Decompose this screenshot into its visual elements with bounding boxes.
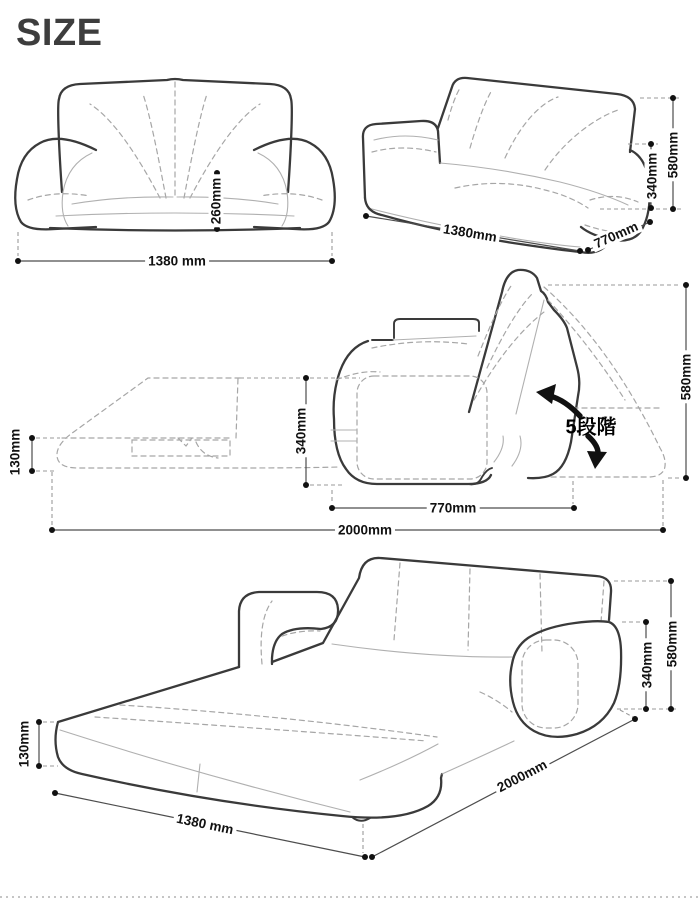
figure-sofa-bed — [36, 558, 676, 860]
dim-label-depth-persp: 770mm — [589, 217, 643, 252]
recline-positions-projection — [544, 287, 665, 477]
bed-fold-seams — [95, 692, 512, 741]
persp-base-line — [365, 198, 611, 253]
dim-label-length-bed: 2000mm — [492, 755, 552, 796]
recline-leg-slot — [331, 430, 521, 466]
front-left-arm-seam — [28, 194, 90, 200]
recline-arrow-down-head-icon — [587, 451, 607, 469]
extension-lines-front — [18, 232, 332, 256]
page-title: SIZE — [16, 12, 103, 54]
recline-steps-annotation: 5段階 — [565, 416, 617, 439]
dim-label-back-height-persp: 340mm — [645, 150, 660, 203]
dim-label-seat-height-front: 260mm — [209, 175, 224, 228]
dim-label-seat-height-recline: 340mm — [294, 405, 309, 458]
recline-backrest-edge — [516, 300, 544, 414]
bed-right-edge — [442, 741, 514, 774]
persp-left-arm-seam — [372, 148, 436, 152]
bed-backrest — [272, 558, 611, 662]
dim-label-depth-recline: 770mm — [427, 501, 480, 516]
bed-right-arm-cushion — [522, 640, 578, 728]
recline-backrest — [469, 270, 579, 478]
figure-sofa-front — [15, 79, 335, 264]
dim-label-width-bed: 1380 mm — [172, 810, 238, 838]
bed-creases — [60, 730, 438, 812]
dim-dots-recline — [29, 282, 689, 533]
recline-arm-cushion — [357, 376, 487, 479]
dim-label-total-height-bed: 580mm — [665, 618, 680, 671]
dim-label-mattress-bed: 130mm — [17, 718, 32, 771]
dim-label-arm-height-bed: 340mm — [640, 639, 655, 692]
extension-lines-recline — [36, 285, 681, 526]
front-seat-top-line — [56, 197, 294, 216]
dim-label-width-front: 1380 mm — [145, 254, 209, 269]
front-right-arm-seam — [260, 194, 322, 200]
dim-label-mattress-recline: 130mm — [8, 426, 23, 479]
persp-seat-seam — [455, 183, 588, 208]
persp-left-arm — [363, 121, 440, 198]
bed-right-arm — [510, 621, 621, 737]
figure-sofa-reclined — [29, 270, 689, 533]
dim-label-total-height-persp: 580mm — [666, 129, 681, 182]
persp-left-arm-top — [374, 136, 438, 140]
dim-label-length-recline: 2000mm — [335, 523, 395, 538]
dim-label-total-height-recline: 580mm — [679, 351, 694, 404]
bed-backrest-base — [332, 644, 512, 657]
persp-backrest-seams — [448, 88, 618, 170]
bed-backrest-seams — [394, 563, 604, 653]
dim-label-width-persp: 1380mm — [439, 221, 501, 246]
recline-arrow-up-head-icon — [536, 384, 556, 404]
bed-mattress-outline — [56, 667, 443, 818]
recline-slab-edge — [393, 336, 476, 340]
